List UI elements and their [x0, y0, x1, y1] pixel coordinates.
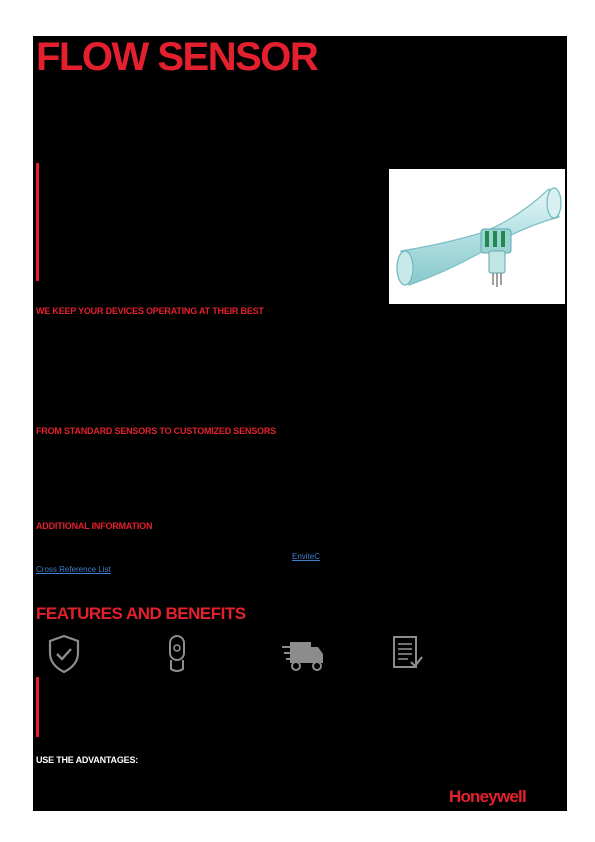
page-background — [33, 36, 567, 811]
page-title: FLOW SENSOR — [36, 35, 318, 79]
sensor-tube-icon — [157, 633, 199, 675]
delivery-truck-icon — [281, 633, 325, 675]
checklist-document-icon — [389, 633, 431, 675]
honeywell-logo: Honeywell — [449, 787, 526, 806]
flow-sensor-photo — [389, 169, 565, 304]
features-heading: FEATURES AND BENEFITS — [36, 604, 246, 623]
features-accent-bar — [36, 677, 39, 737]
shield-check-icon — [43, 633, 85, 675]
cross-reference-link[interactable]: Cross Reference List — [36, 565, 111, 574]
section-heading-sensors: FROM STANDARD SENSORS TO CUSTOMIZED SENSORS — [36, 426, 276, 436]
envitec-link[interactable]: EnviteC — [292, 552, 321, 561]
section-heading-additional-info: ADDITIONAL INFORMATION — [36, 521, 153, 531]
section-heading-devices: WE KEEP YOUR DEVICES OPERATING AT THEIR BEST — [36, 306, 264, 316]
advantages-heading: USE THE ADVANTAGES: — [36, 755, 139, 765]
intro-accent-bar — [36, 163, 39, 281]
